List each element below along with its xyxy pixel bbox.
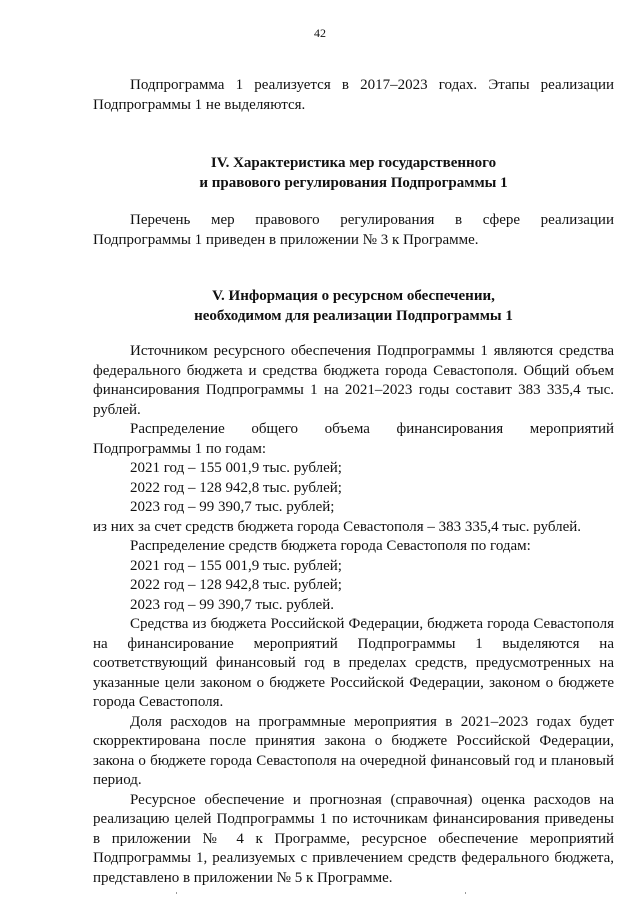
total-distribution-paragraph: Распределение общего объема финансирования мероприятий Подпрограммы 1 по годам: bbox=[93, 421, 614, 457]
section-4-paragraph: Перечень мер правового регулирования в сфере реализации Подпрограммы 1 приведен в приложении № 3 к Программе. bbox=[93, 212, 614, 248]
section-4-title-line-2: и правового регулирования Подпрограммы 1 bbox=[199, 175, 508, 191]
funding-source-paragraph: Источником ресурсного обеспечения Подпрограммы 1 являются средства федерального бюджета и средства бюджета города Севастополя. Общий объем финансирования Подпрограммы 1 на 2021–2023 годы составит 383 335,4 тыс. рублей. bbox=[93, 343, 614, 418]
resource-estimate-paragraph: Ресурсное обеспечение и прогнозная (справочная) оценка расходов на реализацию целей Подпрограммы 1 по источникам финансирования приведены в приложении № 4 к Программе, ресурсное обеспечение мероприятий Подпрограммы 1, реализуемых с привлечением средств федерального бюджета, представлено в приложении № 5 к Программе. bbox=[93, 791, 614, 886]
page-number: 42 bbox=[314, 26, 326, 40]
city-budget-total: из них за счет средств бюджета города Севастополя – 383 335,4 тыс. рублей. bbox=[93, 518, 582, 535]
section-4-title-line-1: IV. Характеристика мер государственного bbox=[210, 155, 497, 171]
document-body bbox=[93, 76, 614, 888]
intro-paragraph: Подпрограмма 1 реализуется в 2017–2023 годах. Этапы реализации Подпрограммы 1 не выделяются. bbox=[93, 77, 614, 113]
expense-share-paragraph: Доля расходов на программные мероприятия в 2021–2023 годах будет скорректирована после принятия закона о бюджете Российской Федерации, закона о бюджете города Севастополя на очередной финансовый год и плановый период. bbox=[93, 713, 614, 788]
city-year-2021: 2021 год – 155 001,9 тыс. рублей; bbox=[130, 557, 342, 574]
scan-mark bbox=[176, 892, 177, 894]
total-year-2023: 2023 год – 99 390,7 тыс. рублей; bbox=[130, 499, 335, 515]
allocation-paragraph: Средства из бюджета Российской Федерации, бюджета города Севастополя на финансирование мероприятий Подпрограммы 1 выделяются на соответствующий финансовый год в пределах средств, предусмотренных на указанные цели законом о бюджете Российской Федерации, законом о бюджете города Севастополя. bbox=[93, 616, 614, 710]
total-year-2021: 2021 год – 155 001,9 тыс. рублей; bbox=[130, 460, 342, 476]
city-year-2023: 2023 год – 99 390,7 тыс. рублей. bbox=[130, 596, 335, 613]
city-distribution-paragraph: Распределение средств бюджета города Севастополя по годам: bbox=[130, 538, 531, 554]
scan-mark bbox=[465, 892, 466, 894]
city-year-2022: 2022 год – 128 942,8 тыс. рублей; bbox=[130, 577, 342, 593]
section-5-title-line-2: необходимом для реализации Подпрограммы 1 bbox=[194, 308, 513, 324]
section-5-title-line-1: V. Информация о ресурсном обеспечении, bbox=[212, 288, 495, 304]
total-year-2022: 2022 год – 128 942,8 тыс. рублей; bbox=[130, 479, 342, 496]
